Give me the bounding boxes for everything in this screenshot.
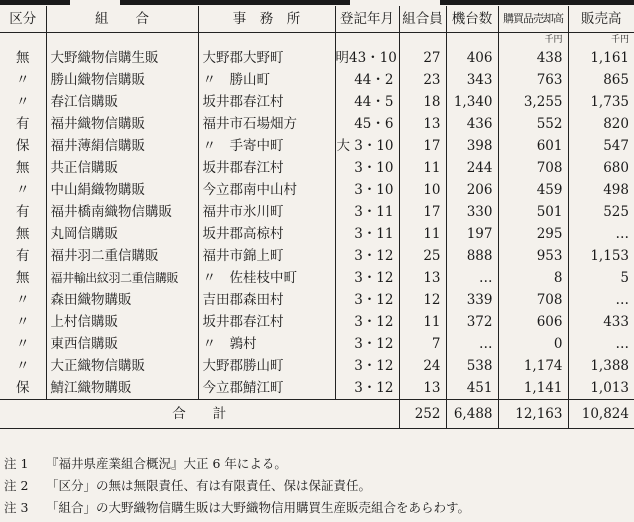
office-cell: 今立郡鯖江町 — [198, 377, 335, 400]
office-cell: 〃 勝山町 — [198, 69, 335, 91]
note-line — [4, 497, 470, 519]
members-cell: 18 — [399, 91, 446, 113]
table-row — [0, 179, 634, 201]
sales-cell: 1,161 — [590, 50, 629, 66]
purchase-cell: 459 — [498, 179, 568, 201]
date-cell: 3・12 — [335, 333, 399, 355]
table-row — [0, 377, 634, 400]
name-cell: 共正信購販 — [46, 157, 198, 179]
looms-cell: 406 — [446, 47, 498, 69]
looms-cell: 398 — [446, 135, 498, 157]
looms-cell: 343 — [446, 69, 498, 91]
top-border-segment — [440, 0, 634, 5]
looms-cell: 538 — [446, 355, 498, 377]
members-cell: 11 — [399, 311, 446, 333]
office-cell: 大野郡勝山町 — [198, 355, 335, 377]
name-cell: 福井輸出紋羽二重信購販 — [46, 267, 198, 289]
kubun-cell: 有 — [0, 201, 46, 223]
total-members: 252 — [399, 400, 446, 429]
kubun-cell: 有 — [0, 245, 46, 267]
members-cell: 11 — [399, 223, 446, 245]
name-cell: 福井織物信購販 — [46, 113, 198, 135]
name-cell: 中山絹織物購販 — [46, 179, 198, 201]
members-cell: 10 — [399, 179, 446, 201]
kubun-cell: 保 — [0, 135, 46, 157]
note-line — [4, 453, 470, 475]
name-cell: 鯖江織物購販 — [46, 377, 198, 400]
date-cell: 3・11 — [335, 201, 399, 223]
date-cell: 3・12 — [335, 311, 399, 333]
header-toroku: 登記年月 — [335, 6, 399, 33]
table-row — [0, 47, 634, 69]
looms-cell: 206 — [446, 179, 498, 201]
total-sales: 10,824 — [568, 400, 634, 429]
purchase-cell: 1,174 — [498, 355, 568, 377]
top-border-segment — [120, 0, 350, 5]
sales-cell: 1,013 — [590, 380, 629, 396]
purchase-cell: 295 — [498, 223, 568, 245]
kubun-cell: 有 — [0, 113, 46, 135]
office-cell: 坂井郡高椋村 — [198, 223, 335, 245]
note-label: 注 2 — [4, 478, 29, 493]
header-row — [0, 6, 634, 33]
name-cell: 森田織物購販 — [46, 289, 198, 311]
sales-cell: 680 — [603, 160, 629, 176]
purchase-cell: 552 — [498, 113, 568, 135]
members-cell: 23 — [399, 69, 446, 91]
office-cell: 今立郡南中山村 — [198, 179, 335, 201]
members-cell: 27 — [399, 47, 446, 69]
table-row — [0, 311, 634, 333]
name-cell: 福井羽二重信購販 — [46, 245, 198, 267]
sales-cell: … — [615, 336, 629, 352]
header-konyu: 購買品売却高 — [498, 6, 568, 33]
office-cell: 坂井郡春江村 — [198, 311, 335, 333]
sales-cell: 1,153 — [590, 248, 629, 264]
office-cell: 福井市氷川町 — [198, 201, 335, 223]
office-cell: 大野郡大野町 — [198, 47, 335, 69]
kubun-cell: 〃 — [0, 355, 46, 377]
purchase-cell: 708 — [498, 289, 568, 311]
date-cell: 3・11 — [335, 223, 399, 245]
looms-cell: … — [446, 267, 498, 289]
members-cell: 12 — [399, 289, 446, 311]
date-cell: 3・12 — [335, 245, 399, 267]
kubun-cell: 無 — [0, 223, 46, 245]
members-cell: 13 — [399, 267, 446, 289]
purchase-cell: 763 — [498, 69, 568, 91]
looms-cell: 451 — [446, 377, 498, 400]
members-cell: 13 — [399, 113, 446, 135]
looms-cell: … — [446, 333, 498, 355]
header-jimusho: 事 務 所 — [198, 6, 335, 33]
sales-cell: 498 — [603, 182, 629, 198]
looms-cell: 330 — [446, 201, 498, 223]
date-cell: 大 3・10 — [335, 135, 399, 157]
sales-cell: 547 — [603, 138, 629, 154]
kubun-cell: 無 — [0, 47, 46, 69]
date-cell: 3・12 — [335, 267, 399, 289]
members-cell: 25 — [399, 245, 446, 267]
date-cell: 3・12 — [335, 289, 399, 311]
total-purchase: 12,163 — [498, 400, 568, 429]
members-cell: 17 — [399, 135, 446, 157]
date-cell: 3・10 — [335, 179, 399, 201]
table-row — [0, 201, 634, 223]
kubun-cell: 保 — [0, 377, 46, 400]
purchase-cell: 1,141 — [498, 377, 568, 400]
date-cell: 3・12 — [335, 377, 399, 400]
office-cell: 〃 鶉村 — [198, 333, 335, 355]
note-label: 注 1 — [4, 456, 29, 471]
notes — [4, 453, 470, 519]
purchase-cell: 953 — [498, 245, 568, 267]
table-row — [0, 223, 634, 245]
total-looms: 6,488 — [446, 400, 498, 429]
looms-cell: 244 — [446, 157, 498, 179]
date-cell: 45・6 — [335, 113, 399, 135]
header-kidaisu: 機台数 — [446, 6, 498, 33]
looms-cell: 888 — [446, 245, 498, 267]
purchase-cell: 501 — [498, 201, 568, 223]
kubun-cell: 無 — [0, 267, 46, 289]
total-label: 合 計 — [0, 400, 399, 429]
office-cell: 〃 手寄中町 — [198, 135, 335, 157]
date-cell: 44・2 — [335, 69, 399, 91]
cooperative-table — [0, 6, 634, 429]
purchase-cell: 601 — [498, 135, 568, 157]
unit-row — [0, 33, 634, 48]
office-cell: 〃 佐桂枝中町 — [198, 267, 335, 289]
name-cell: 福井橋南織物信購販 — [46, 201, 198, 223]
note-line — [4, 475, 470, 497]
name-cell: 丸岡信購販 — [46, 223, 198, 245]
table-row — [0, 157, 634, 179]
unit-konyu: 千円 — [498, 33, 568, 48]
purchase-cell: 3,255 — [498, 91, 568, 113]
table-row — [0, 69, 634, 91]
table-row — [0, 333, 634, 355]
looms-cell: 339 — [446, 289, 498, 311]
table-row — [0, 355, 634, 377]
sales-cell: 433 — [603, 314, 629, 330]
sales-cell: … — [615, 292, 629, 308]
name-cell: 大正織物信購販 — [46, 355, 198, 377]
looms-cell: 436 — [446, 113, 498, 135]
header-kumiai: 組 合 — [46, 6, 198, 33]
name-cell: 春江信購販 — [46, 91, 198, 113]
looms-cell: 197 — [446, 223, 498, 245]
members-cell: 11 — [399, 157, 446, 179]
table-row — [0, 267, 634, 289]
note-text: 「組合」の大野織物信購生販は大野織物信用購買生産販売組合をあらわす。 — [46, 500, 471, 515]
purchase-cell: 8 — [498, 267, 568, 289]
name-cell: 福井薄絹信購販 — [46, 135, 198, 157]
purchase-cell: 606 — [498, 311, 568, 333]
kubun-cell: 〃 — [0, 289, 46, 311]
table-row — [0, 289, 634, 311]
sales-cell: 525 — [603, 204, 629, 220]
looms-cell: 372 — [446, 311, 498, 333]
members-cell: 17 — [399, 201, 446, 223]
members-cell: 24 — [399, 355, 446, 377]
sales-cell: 865 — [603, 72, 629, 88]
total-row — [0, 400, 634, 429]
sales-cell: 1,735 — [590, 94, 629, 110]
sales-cell: 820 — [603, 116, 629, 132]
office-cell: 吉田郡森田村 — [198, 289, 335, 311]
kubun-cell: 〃 — [0, 179, 46, 201]
table-row — [0, 245, 634, 267]
header-kubun: 区分 — [0, 6, 46, 33]
office-cell: 坂井郡春江村 — [198, 157, 335, 179]
note-text: 『福井県産業組合概況』大正 6 年による。 — [46, 456, 287, 471]
unit-hanbai: 千円 — [610, 35, 629, 45]
office-cell: 福井市錦上町 — [198, 245, 335, 267]
office-cell: 福井市石場畑方 — [198, 113, 335, 135]
header-hanbai: 販売高 — [568, 6, 634, 33]
members-cell: 7 — [399, 333, 446, 355]
sales-cell: 5 — [620, 270, 629, 286]
office-cell: 坂井郡春江村 — [198, 91, 335, 113]
sales-cell: 1,388 — [590, 358, 629, 374]
kubun-cell: 〃 — [0, 311, 46, 333]
top-border-segment — [0, 0, 70, 5]
note-text: 「区分」の無は無限責任、有は有限責任、保は保証責任。 — [46, 478, 372, 493]
members-cell: 13 — [399, 377, 446, 400]
name-cell: 大野織物信購生販 — [46, 47, 198, 69]
purchase-cell: 0 — [498, 333, 568, 355]
table-row — [0, 113, 634, 135]
kubun-cell: 〃 — [0, 333, 46, 355]
name-cell: 上村信購販 — [46, 311, 198, 333]
looms-cell: 1,340 — [446, 91, 498, 113]
purchase-cell: 438 — [498, 47, 568, 69]
table-row — [0, 91, 634, 113]
date-cell: 3・12 — [335, 355, 399, 377]
sales-cell: … — [615, 226, 629, 242]
table-row — [0, 135, 634, 157]
date-cell: 3・10 — [335, 157, 399, 179]
purchase-cell: 708 — [498, 157, 568, 179]
note-label: 注 3 — [4, 500, 29, 515]
name-cell: 勝山織物信購販 — [46, 69, 198, 91]
header-kumiaiin: 組合員 — [399, 6, 446, 33]
name-cell: 東西信購販 — [46, 333, 198, 355]
kubun-cell: 〃 — [0, 91, 46, 113]
kubun-cell: 無 — [0, 157, 46, 179]
date-cell: 44・5 — [335, 91, 399, 113]
date-cell: 明43・10 — [335, 47, 399, 69]
kubun-cell: 〃 — [0, 69, 46, 91]
